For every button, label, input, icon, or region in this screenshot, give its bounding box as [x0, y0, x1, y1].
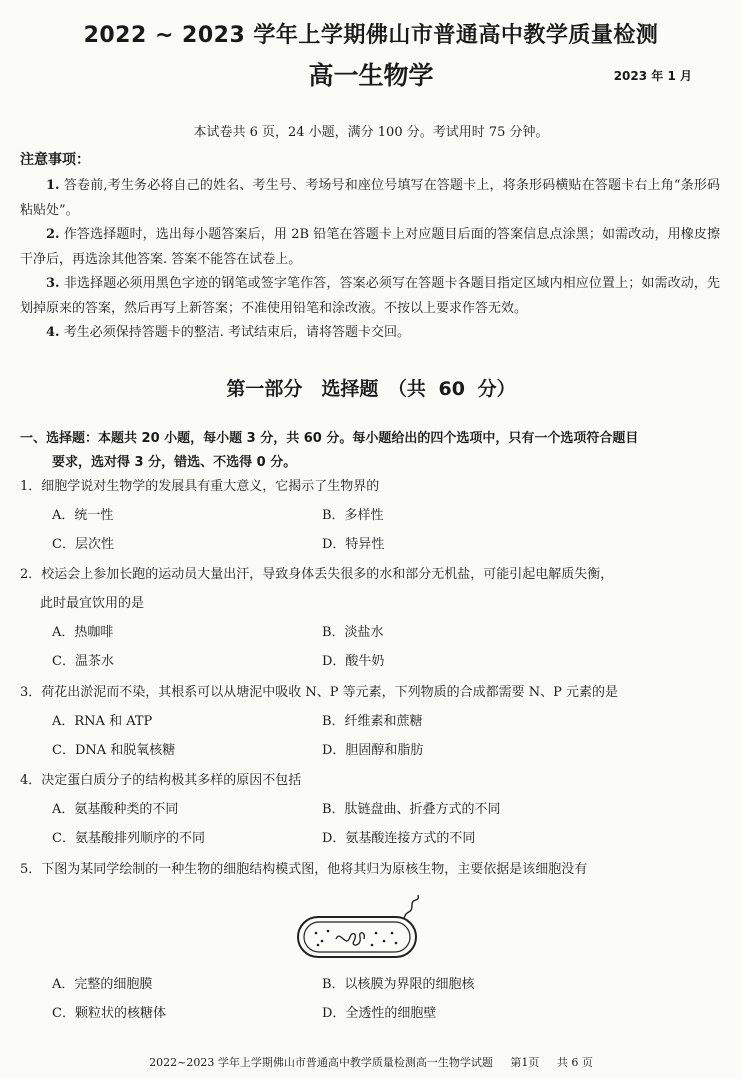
- nucleoid-dna: [336, 933, 364, 945]
- option-d: D．酸牛奶: [322, 654, 385, 669]
- question-5-options: [20, 970, 725, 1028]
- option-d: D．特异性: [322, 537, 385, 552]
- footer-page-number: 第1页: [510, 1056, 540, 1069]
- section-line-2: 要求，选对得 3 分，错选、不选得 0 分。: [52, 455, 297, 470]
- option-b: B．多样性: [322, 508, 384, 523]
- question-stem-line-1: 2．校运会上参加长跑的运动员大量出汗，导致身体丢失很多的水和部分无机盐，可能引起电解质失衡，: [20, 567, 614, 582]
- notice-list: [20, 174, 720, 346]
- option-d: D．胆固醇和脂肪: [322, 743, 424, 758]
- option-b: B．以核膜为界限的细胞核: [322, 977, 475, 992]
- option-row: [20, 824, 725, 853]
- question-stem: 4．决定蛋白质分子的结构极其多样的原因不包括: [20, 773, 302, 788]
- option-b: B．淡盐水: [322, 625, 384, 640]
- question-1: [20, 472, 725, 559]
- footer-total-pages: 共 6 页: [556, 1056, 593, 1069]
- question-3: [20, 678, 725, 765]
- question-stem: [20, 560, 725, 618]
- notice-heading: 注意事项：: [20, 152, 90, 168]
- notice-item: [20, 272, 720, 321]
- notice-number: 3.: [46, 276, 60, 291]
- exam-subject: 高一生物学: [308, 61, 434, 90]
- option-a: A．统一性: [52, 508, 114, 523]
- option-a: A．RNA 和 ATP: [52, 714, 153, 729]
- option-c: C．颗粒状的核糖体: [52, 1006, 166, 1021]
- page-footer: [0, 1054, 742, 1070]
- question-stem: 5．下图为某同学绘制的一种生物的细胞结构模式图，他将其归为原核生物，主要依据是该细胞没有: [20, 862, 588, 877]
- option-row: [20, 970, 725, 999]
- footer-title: 2022~2023 学年上学期佛山市普通高中教学质量检测高一生物学试题: [149, 1056, 493, 1069]
- exam-info: 本试卷共 6 页，24 小题，满分 100 分。考试用时 75 分钟。: [193, 125, 549, 140]
- ribosome-granules: [315, 930, 398, 947]
- question-5: [20, 855, 725, 884]
- part-heading: 第一部分 选择题 （共 60 分）: [226, 378, 516, 400]
- option-row: [20, 647, 725, 676]
- option-b: B．纤维素和蔗糖: [322, 714, 423, 729]
- cell-membrane: [304, 922, 410, 952]
- option-row: [20, 618, 725, 647]
- option-a: A．氨基酸种类的不同: [52, 802, 179, 817]
- option-c: C．层次性: [52, 537, 114, 552]
- exam-date: 2023 年 1 月: [613, 69, 692, 83]
- section-instructions: [20, 427, 720, 475]
- option-row: [20, 999, 725, 1028]
- option-b: B．肽链盘曲、折叠方式的不同: [322, 802, 501, 817]
- option-row: [20, 736, 725, 765]
- option-row: [20, 707, 725, 736]
- section-line-1: 一、选择题：本题共 20 小题，每小题 3 分，共 60 分。每小题给出的四个选项中，只有一个选项符合题目: [20, 431, 639, 446]
- question-4: [20, 766, 725, 853]
- cell-wall: [298, 917, 416, 957]
- option-c: C．温茶水: [52, 654, 114, 669]
- option-d: D．全透性的细胞壁: [322, 1006, 437, 1021]
- option-row: [20, 501, 725, 530]
- flagellum: [404, 895, 418, 919]
- option-c: C．氨基酸排列顺序的不同: [52, 831, 205, 846]
- question-stem: 3．荷花出淤泥而不染，其根系可以从塘泥中吸收 N、P 等元素，下列物质的合成都需要 N、P 元素的是: [20, 685, 619, 700]
- option-d: D．氨基酸连接方式的不同: [322, 831, 476, 846]
- notice-item: [20, 321, 720, 346]
- option-c: C．DNA 和脱氧核糖: [52, 743, 176, 758]
- notice-text: 非选择题必须用黑色字迹的钢笔或签字笔作答，答案必须写在答题卡各题目指定区域内相应位置上；如需改动，先划掉原来的答案，然后再写上新答案；不准使用铅笔和涂改液。不按以上要求作答无效。: [20, 276, 720, 316]
- question-2: [20, 560, 725, 676]
- notice-item: [20, 223, 720, 272]
- notice-text: 作答选择题时，选出每小题答案后，用 2B 铅笔在答题卡上对应题目后面的答案信息点涂黑；如需改动，用橡皮擦干净后，再选涂其他答案. 答案不能答在试卷上。: [20, 227, 720, 267]
- notice-number: 4.: [46, 325, 60, 340]
- prokaryotic-cell-figure: [292, 893, 442, 961]
- option-row: [20, 530, 725, 559]
- option-a: A．完整的细胞膜: [52, 977, 153, 992]
- option-row: [20, 795, 725, 824]
- exam-title: 2022 ~ 2023 学年上学期佛山市普通高中教学质量检测: [83, 23, 659, 48]
- question-stem: 1．细胞学说对生物学的发展具有重大意义，它揭示了生物界的: [20, 479, 380, 494]
- notice-text: 答卷前,考生务必将自己的姓名、考生号、考场号和座位号填写在答题卡上，将条形码横贴在答题卡右上角“条形码粘贴处”。: [20, 178, 721, 218]
- notice-number: 1.: [46, 178, 60, 193]
- notice-item: [20, 174, 720, 223]
- notice-number: 2.: [46, 227, 60, 242]
- option-a: A．热咖啡: [52, 625, 114, 640]
- notice-text: 考生必须保持答题卡的整洁. 考试结束后，请将答题卡交回。: [63, 325, 410, 340]
- question-stem-line-2: 此时最宜饮用的是: [40, 596, 145, 611]
